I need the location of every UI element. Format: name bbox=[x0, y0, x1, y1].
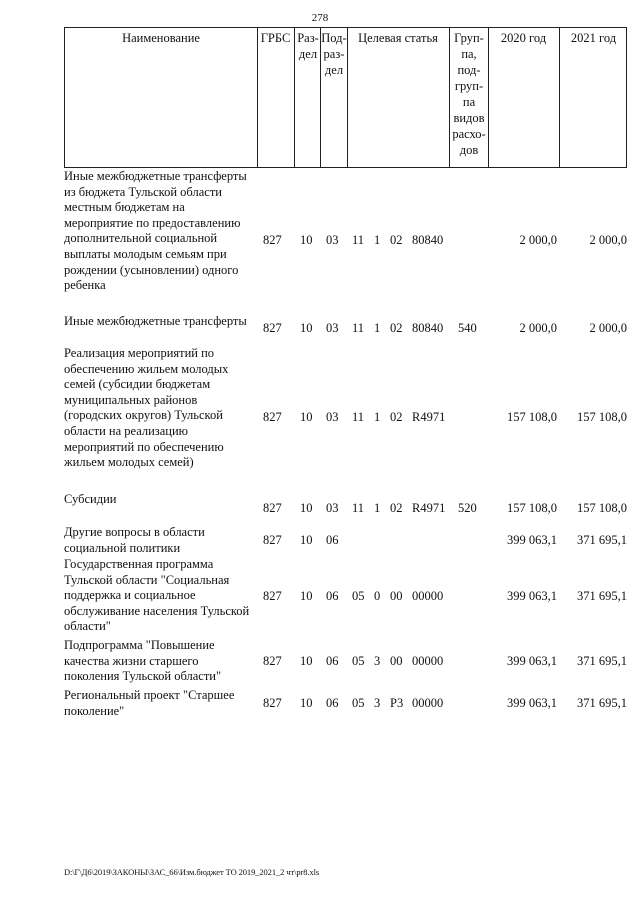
file-path-footer: D:\Г\Д6\2019\ЗАКОНЫ\ЗАС_66\Изм.бюджет ТО 2019_2021_2 чт\pr8.xls bbox=[64, 867, 320, 877]
row-name: Региональный проект "Старшее поколение" bbox=[64, 688, 235, 718]
row-podrazdel: 06 bbox=[326, 654, 339, 668]
row-2020: 399 063,1 bbox=[507, 589, 557, 603]
row-cs-sub: 1 bbox=[374, 321, 381, 335]
row-grbs: 827 bbox=[263, 589, 282, 603]
row-cs-program: 11 bbox=[352, 321, 365, 335]
row-2021: 157 108,0 bbox=[577, 501, 627, 515]
row-cs-main: 00 bbox=[390, 589, 403, 603]
row-cs-direction: 00000 bbox=[412, 654, 444, 668]
row-cs-sub: 3 bbox=[374, 696, 381, 710]
row-cs-sub: 3 bbox=[374, 654, 381, 668]
row-razdel: 10 bbox=[300, 654, 313, 668]
row-2020: 399 063,1 bbox=[507, 654, 557, 668]
row-razdel: 10 bbox=[300, 410, 313, 424]
row-cs-program: 11 bbox=[352, 233, 365, 247]
row-name: Иные межбюджетные трансферты из бюджета Тульской области местным бюджетам на мероприятие по предоставлению дополнительной социальной выплаты молодым семьям при рождении (усыновлении) одного ребенка bbox=[64, 169, 247, 293]
row-grbs: 827 bbox=[263, 533, 282, 547]
row-razdel: 10 bbox=[300, 589, 313, 603]
row-grbs: 827 bbox=[263, 654, 282, 668]
row-razdel: 10 bbox=[300, 233, 313, 247]
row-razdel: 10 bbox=[300, 501, 313, 515]
row-cs-main: P3 bbox=[390, 696, 404, 710]
row-podrazdel: 06 bbox=[326, 589, 339, 603]
row-cs-sub: 0 bbox=[374, 589, 381, 603]
row-name: Подпрограмма "Повышение качества жизни старшего поколения Тульской области" bbox=[64, 638, 222, 684]
row-2020: 2 000,0 bbox=[519, 233, 557, 247]
row-2021: 371 695,1 bbox=[577, 589, 627, 603]
header-2020: 2020 год bbox=[500, 31, 547, 45]
row-cs-direction: R4971 bbox=[412, 410, 446, 424]
row-cs-sub: 1 bbox=[374, 410, 381, 424]
row-razdel: 10 bbox=[300, 533, 313, 547]
row-grbs: 827 bbox=[263, 696, 282, 710]
row-cs-main: 02 bbox=[390, 501, 403, 515]
row-grbs: 827 bbox=[263, 321, 282, 335]
row-name: Иные межбюджетные трансферты bbox=[64, 314, 247, 328]
row-cs-program: 05 bbox=[352, 654, 365, 668]
header-celevaya: Целевая статья bbox=[358, 31, 438, 45]
row-cs-program: 11 bbox=[352, 501, 365, 515]
row-cs-direction: 00000 bbox=[412, 589, 444, 603]
row-vr: 520 bbox=[458, 501, 477, 515]
row-name: Государственная программа Тульской области "Социальная поддержка и социальное обслуживание населения Тульской области" bbox=[64, 557, 250, 634]
row-cs-direction: R4971 bbox=[412, 501, 446, 515]
row-2021: 371 695,1 bbox=[577, 533, 627, 547]
header-grbs: ГРБС bbox=[260, 31, 291, 45]
row-podrazdel: 06 bbox=[326, 696, 339, 710]
row-2021: 2 000,0 bbox=[589, 233, 627, 247]
row-cs-main: 02 bbox=[390, 410, 403, 424]
row-podrazdel: 03 bbox=[326, 233, 339, 247]
row-vr: 540 bbox=[458, 321, 477, 335]
row-2020: 2 000,0 bbox=[519, 321, 557, 335]
row-2021: 371 695,1 bbox=[577, 696, 627, 710]
row-2020: 399 063,1 bbox=[507, 533, 557, 547]
row-2020: 157 108,0 bbox=[507, 501, 557, 515]
row-name: Другие вопросы в области социальной политики bbox=[64, 525, 205, 555]
row-razdel: 10 bbox=[300, 321, 313, 335]
row-cs-direction: 80840 bbox=[412, 233, 444, 247]
row-2021: 371 695,1 bbox=[577, 654, 627, 668]
row-cs-direction: 80840 bbox=[412, 321, 444, 335]
row-cs-program: 05 bbox=[352, 589, 365, 603]
row-cs-program: 05 bbox=[352, 696, 365, 710]
row-razdel: 10 bbox=[300, 696, 313, 710]
row-name: Реализация мероприятий по обеспечению жильем молодых семей (субсидии бюджетам муниципальных районов (городских округов) Тульской области на реализацию мероприятий по обеспечению жильем молодых семей) bbox=[64, 346, 229, 470]
row-cs-direction: 00000 bbox=[412, 696, 444, 710]
row-name: Субсидии bbox=[64, 492, 117, 506]
header-gruppa: Груп-па, под-груп-па видов расхо-дов bbox=[452, 31, 486, 157]
row-2020: 399 063,1 bbox=[507, 696, 557, 710]
header-2021: 2021 год bbox=[570, 31, 617, 45]
row-cs-sub: 1 bbox=[374, 501, 381, 515]
row-cs-main: 02 bbox=[390, 321, 403, 335]
row-2021: 2 000,0 bbox=[589, 321, 627, 335]
page-number: 278 bbox=[311, 12, 329, 24]
header-razdel: Раз-дел bbox=[297, 31, 319, 61]
row-podrazdel: 03 bbox=[326, 501, 339, 515]
row-cs-main: 02 bbox=[390, 233, 403, 247]
row-cs-program: 11 bbox=[352, 410, 365, 424]
row-grbs: 827 bbox=[263, 501, 282, 515]
row-cs-sub: 1 bbox=[374, 233, 381, 247]
row-2020: 157 108,0 bbox=[507, 410, 557, 424]
header-podrazdel: Под-раз-дел bbox=[321, 31, 347, 77]
row-podrazdel: 03 bbox=[326, 321, 339, 335]
row-podrazdel: 06 bbox=[326, 533, 339, 547]
row-grbs: 827 bbox=[263, 233, 282, 247]
row-2021: 157 108,0 bbox=[577, 410, 627, 424]
header-name: Наименование bbox=[122, 31, 200, 45]
row-grbs: 827 bbox=[263, 410, 282, 424]
row-cs-main: 00 bbox=[390, 654, 403, 668]
row-podrazdel: 03 bbox=[326, 410, 339, 424]
table-header bbox=[64, 27, 627, 168]
